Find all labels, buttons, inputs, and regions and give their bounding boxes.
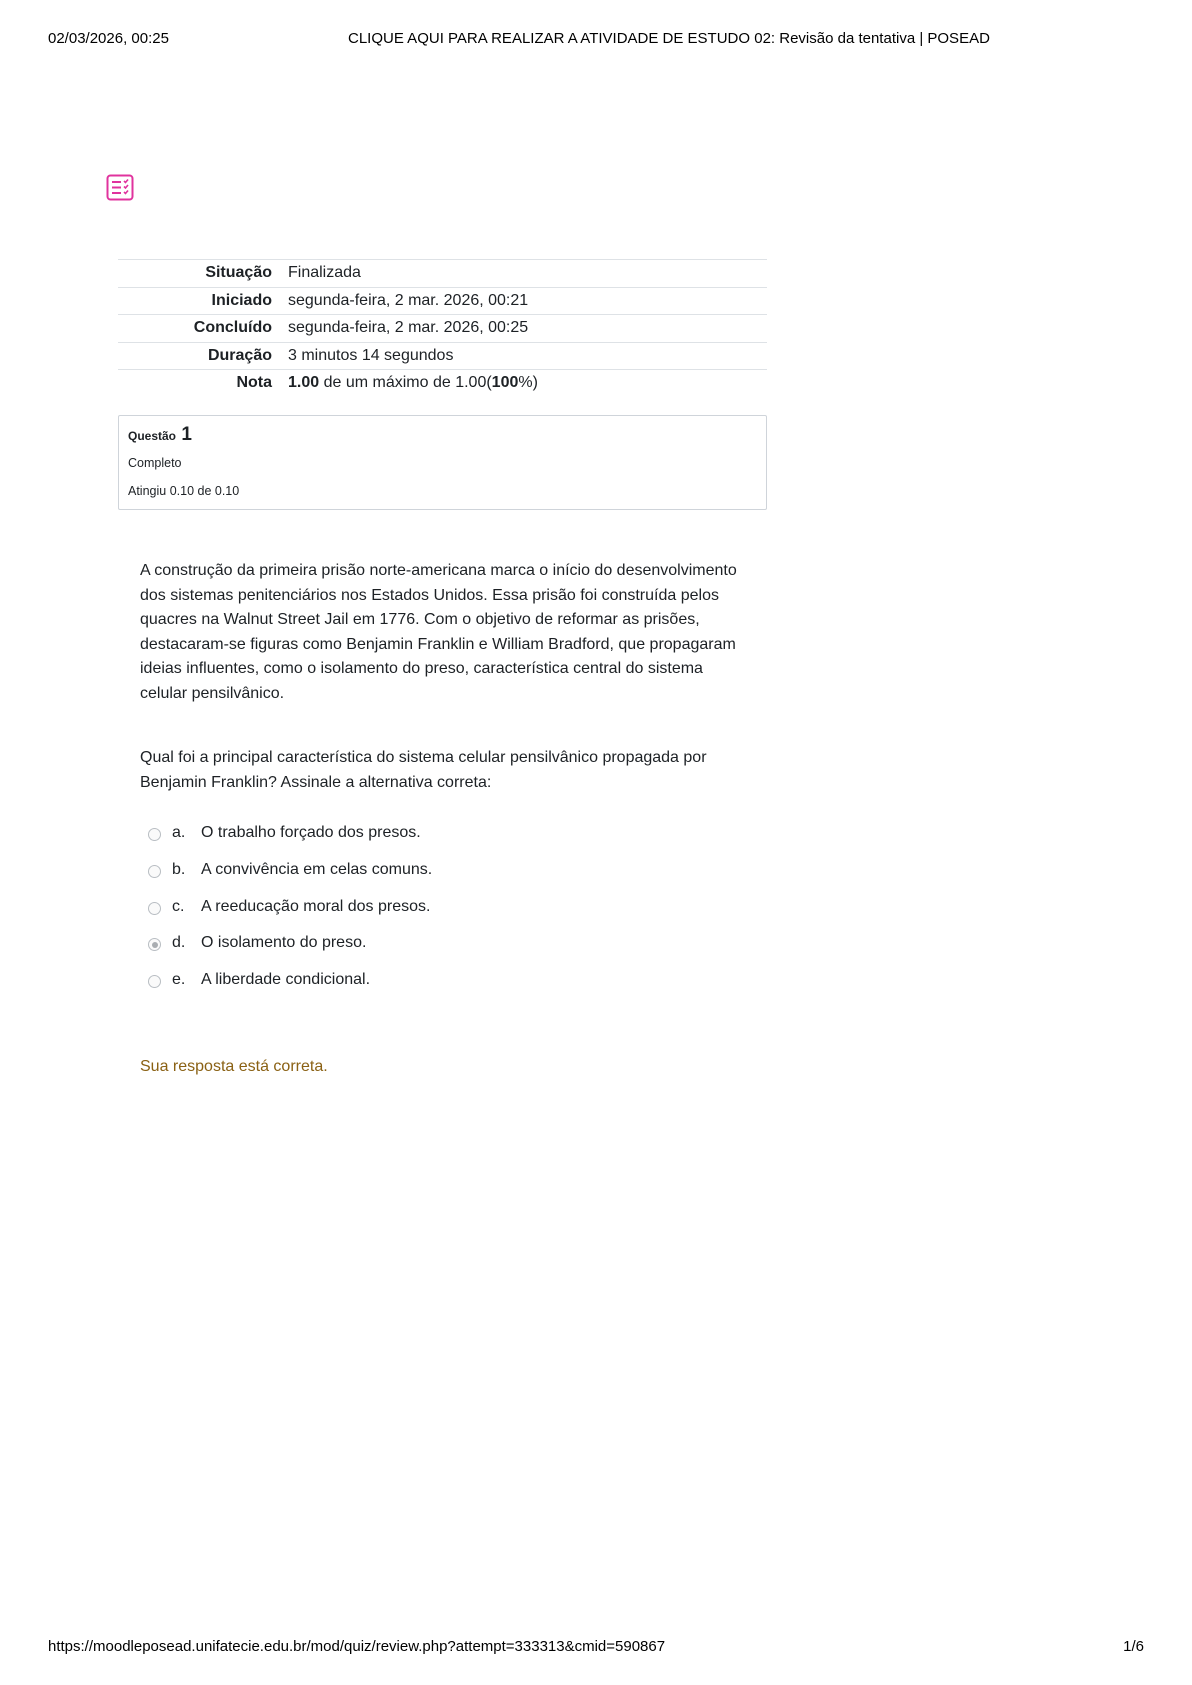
answer-text: A liberdade condicional.: [201, 971, 371, 989]
grade-score: 1.00: [288, 374, 320, 392]
answer-option-c[interactable]: [148, 898, 748, 935]
question-number: [128, 424, 192, 446]
answer-letter: a.: [172, 824, 186, 841]
grade-percent: 100: [491, 374, 519, 392]
summary-label: Concluído: [193, 319, 272, 337]
answer-feedback: Sua resposta está correta.: [140, 1058, 328, 1075]
answer-letter: c.: [172, 897, 185, 915]
summary-row-grade: [118, 370, 767, 397]
summary-row: [118, 315, 767, 343]
summary-label: Iniciado: [211, 291, 272, 309]
radio-button[interactable]: [148, 865, 161, 878]
summary-row: [118, 287, 767, 315]
radio-button[interactable]: [148, 975, 161, 988]
summary-row: [118, 342, 767, 370]
page-number: 1/6: [1123, 1638, 1144, 1655]
quiz-list-icon: [106, 174, 134, 202]
summary-value: 3 minutos 14 segundos: [288, 346, 454, 364]
grade-label: Nota: [236, 374, 272, 392]
grade-middle: de um máximo de 1.00(: [319, 374, 492, 392]
summary-row: [118, 260, 767, 288]
answer-letter: d.: [172, 934, 186, 952]
summary-value: segunda-feira, 2 mar. 2026, 00:21: [288, 291, 529, 309]
grade-suffix: %): [518, 374, 538, 392]
answer-option-d[interactable]: [148, 934, 748, 971]
summary-label: Duração: [207, 346, 272, 364]
print-date: 02/03/2026, 00:25: [48, 30, 169, 47]
page-url: https://moodleposead.unifatecie.edu.br/mod/quiz/review.php?attempt=333313&cmid=590867: [48, 1638, 666, 1655]
answer-text: O trabalho forçado dos presos.: [201, 824, 421, 841]
print-footer: [48, 1638, 1144, 1660]
print-header: [48, 30, 1144, 52]
answer-option-b[interactable]: [148, 861, 748, 898]
answer-option-e[interactable]: [148, 971, 748, 1008]
summary-value: Finalizada: [288, 264, 361, 282]
question-state: Completo: [128, 456, 182, 470]
radio-button[interactable]: [148, 828, 161, 841]
question-text: A construção da primeira prisão norte-americana marca o início do desenvolvimento dos sistemas penitenciários nos Estados Unidos. Essa prisão foi construída pelos quacres na Walnut Street Jail em 1776. Com o objetivo de reformar as prisões, destacaram-se figuras como Benjamin Franklin e William Bradford, que propagaram ideias influentes, como o isolamento do preso, característica central do sistema celular pensilvânico.: [140, 562, 737, 702]
question-prompt: Qual foi a principal característica do sistema celular pensilvânico propagada por Benjamin Franklin? Assinale a alternativa correta:: [140, 749, 707, 791]
answer-list: [148, 824, 748, 1008]
answer-option-a[interactable]: [148, 824, 748, 861]
radio-button-selected[interactable]: [148, 938, 161, 951]
radio-button[interactable]: [148, 902, 161, 915]
question-number-value: 1: [181, 424, 192, 445]
question-info-box: [118, 415, 767, 510]
answer-letter: e.: [172, 971, 186, 989]
question-label: Questão: [128, 429, 177, 443]
grade-value: [280, 370, 767, 397]
attempt-summary-table: [118, 259, 767, 397]
answer-letter: b.: [172, 860, 186, 878]
question-grade: Atingiu 0.10 de 0.10: [128, 484, 240, 498]
answer-text: O isolamento do preso.: [201, 934, 367, 952]
answer-text: A reeducação moral dos presos.: [201, 897, 431, 915]
document-title: CLIQUE AQUI PARA REALIZAR A ATIVIDADE DE ESTUDO 02: Revisão da tentativa | POSEAD: [348, 30, 990, 47]
answer-text: A convivência em celas comuns.: [201, 860, 433, 878]
summary-label: Situação: [205, 264, 272, 282]
summary-value: segunda-feira, 2 mar. 2026, 00:25: [288, 319, 529, 337]
